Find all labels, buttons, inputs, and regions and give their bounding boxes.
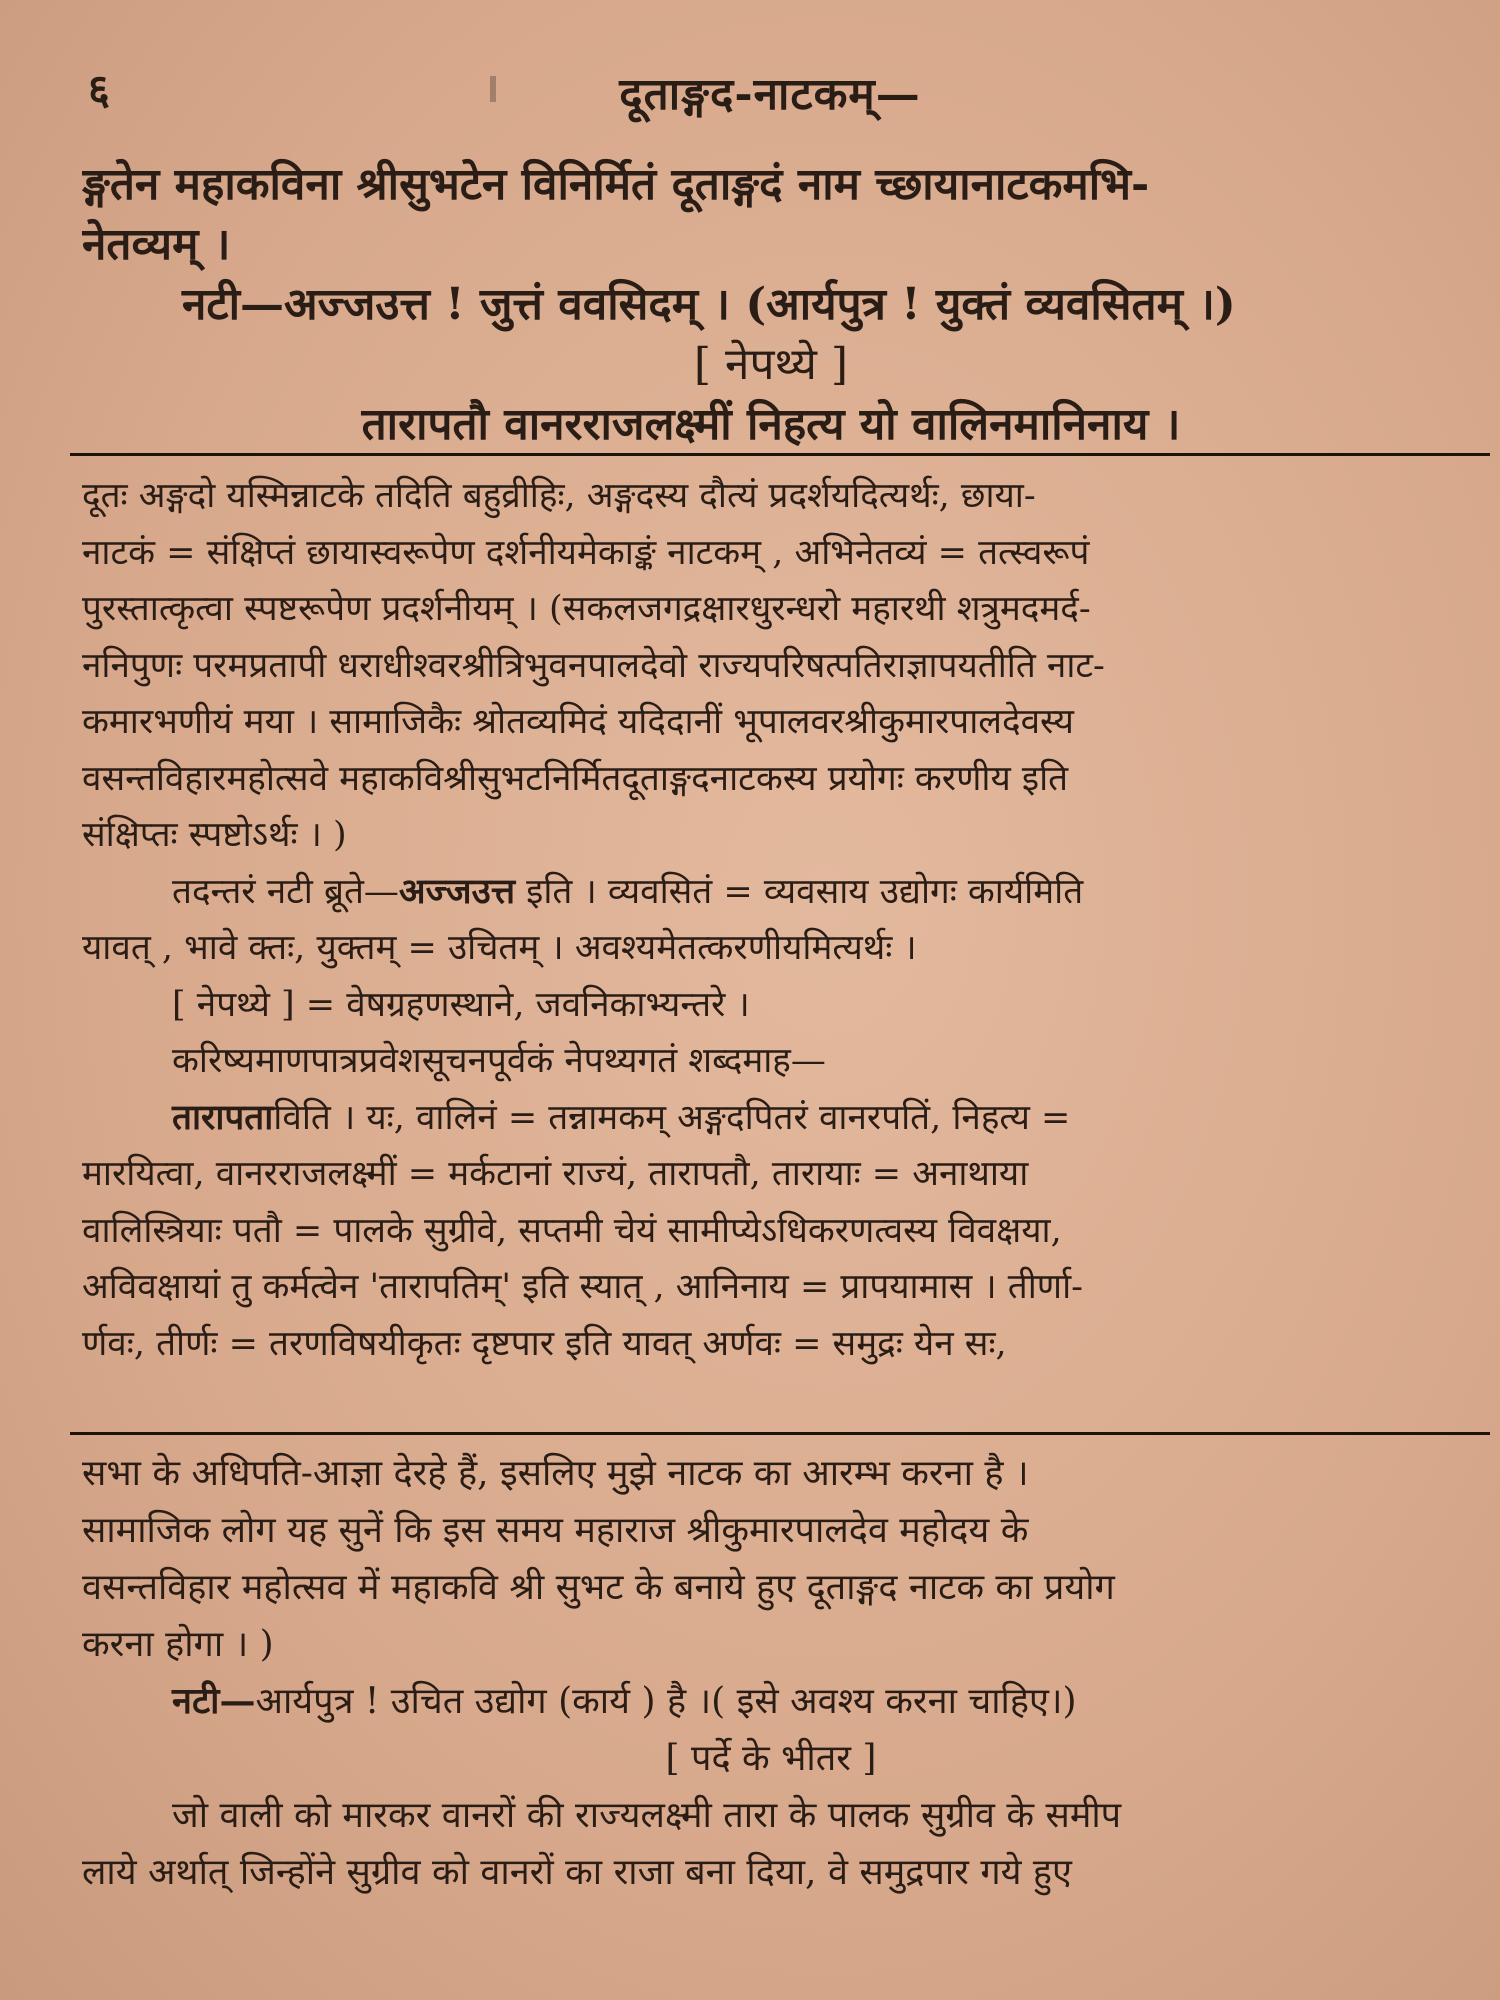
translation-line [82,1673,1460,1730]
translation-line: वसन्तविहार महोत्सव में महाकवि श्री सुभट के बनाये हुए दूताङ्गद नाटक का प्रयोग [82,1567,1115,1608]
nati-speech [82,275,1460,335]
tika-line: [ नेपथ्ये ] = वेषग्रहणस्थाने, जवनिकाभ्यन्तरे । [172,984,750,1025]
tika-line: मारयित्वा, वानरराजलक्ष्मीं = मर्कटानां राज्यं, तारापतौ, तारायाः = अनाथाया [82,1154,1029,1194]
hindi-translation [82,1445,1460,1901]
tika-text: इति । व्यवसितं = व्यवसाय उद्योगः कार्यमिति [515,871,1084,912]
mula-line-1: ङ्गतेन महाकविना श्रीसुभटेन विनिर्मितं दूताङ्गदं नाम च्छायानाटकमभि- [82,159,1150,210]
tika-line: नाटकं = संक्षिप्तं छायास्वरूपेण दर्शनीयमेकाङ्कं नाटकम् , अभिनेतव्यं = तत्स्वरूपं [82,532,1090,573]
tika-line [82,864,1460,921]
nati-speaker: नटी— [172,1680,256,1722]
translation-line: लाये अर्थात् जिन्होंने सुग्रीव को वानरों का राजा बना दिया, वे समुद्रपार गये हुए [82,1852,1072,1893]
tika-keyword: तारापता [172,1096,274,1138]
nati-speech-text: अज्जउत्त ! जुत्तं ववसिदम् । (आर्यपुत्र ! युक्तं व्यवसितम् ।) [284,279,1236,330]
tika-keyword: अज्जउत्त [398,870,516,912]
tika-lead: तदन्तरं नटी ब्रूते— [172,871,399,912]
tika-line: र्णवः, तीर्णः = तरणविषयीकृतः दृष्टपार इति यावत् अर्णवः = समुद्रः येन सः, [82,1323,1007,1364]
translation-line: जो वाली को मारकर वानरों की राज्यलक्ष्मी तारा के पालक सुग्रीव के समीप [172,1795,1122,1836]
tika-commentary [82,468,1460,1372]
nati-speaker: नटी— [182,279,284,330]
tika-line: संक्षिप्तः स्पष्टोऽर्थः । ) [82,815,347,855]
divider-rule [70,1432,1490,1435]
mula-line-2: नेतव्यम् । [82,219,231,270]
tika-line: पुरस्तात्कृत्वा स्पष्टरूपेण प्रदर्शनीयम् । (सकलजगद्रक्षारधुरन्धरो महारथी शत्रुमदमर्द- [82,589,1091,629]
tika-line: कमारभणीयं मया । सामाजिकैः श्रोतव्यमिदं यदिदानीं भूपालवरश्रीकुमारपालदेवस्य [82,702,1074,742]
tika-line: करिष्यमाणपात्रप्रवेशसूचनपूर्वकं नेपथ्यगतं शब्दमाह— [172,1041,826,1081]
tika-line: ननिपुणः परमप्रतापी धराधीश्वरश्रीत्रिभुवनपालदेवो राज्यपरिषत्पतिराज्ञापयतीति नाट- [82,645,1105,686]
translation-line: सामाजिक लोग यह सुनें कि इस समय महाराज श्रीकुमारपालदेव महोदय के [82,1510,1029,1551]
tika-line: वसन्तविहारमहोत्सवे महाकविश्रीसुभटनिर्मितदूताङ्गदनाटकस्य प्रयोगः करणीय इति [82,758,1069,799]
ink-mark [490,76,496,102]
page-number: ६ [88,65,110,114]
tika-text: विति । यः, वालिनं = तन्नामकम् अङ्गदपितरं वानरपतिं, निहत्य = [273,1097,1071,1138]
page-header [80,60,1460,130]
mula-text [82,155,1460,455]
verse-line: तारापतौ वानरराजलक्ष्मीं निहत्य यो वालिनमानिनाय । [361,399,1181,450]
translation-line: करना होगा । ) [82,1624,274,1665]
running-title: दूताङ्गद-नाटकम्— [619,69,921,120]
tika-line [82,1090,1460,1147]
translation-line: सभा के अधिपति-आज्ञा देरहे हैं, इसलिए मुझे नाटक का आरम्भ करना है । [82,1453,1029,1494]
tika-line: अविवक्षायां तु कर्मत्वेन 'तारापतिम्' इति स्यात् , आनिनाय = प्रापयामास । तीर्णा- [82,1267,1084,1307]
stage-direction: [ नेपथ्ये ] [693,339,849,390]
tika-line: वालिस्त्रियाः पतौ = पालके सुग्रीवे, सप्तमी चेयं सामीप्येऽधिकरणत्वस्य विवक्षया, [82,1210,1062,1251]
translation-text: आर्यपुत्र ! उचित उद्योग (कार्य ) है ।( इसे अवश्य करना चाहिए।) [255,1681,1077,1722]
tika-line: यावत् , भावे क्तः, युक्तम् = उचितम् । अवश्यमेतत्करणीयमित्यर्थः । [82,928,917,968]
tika-line: दूतः अङ्गदो यस्मिन्नाटके तदिति बहुव्रीहिः, अङ्गदस्य दौत्यं प्रदर्शयदित्यर्थः, छाया- [82,476,1036,516]
stage-direction: [ पर्दे के भीतर ] [665,1738,877,1779]
divider-rule [70,453,1490,456]
